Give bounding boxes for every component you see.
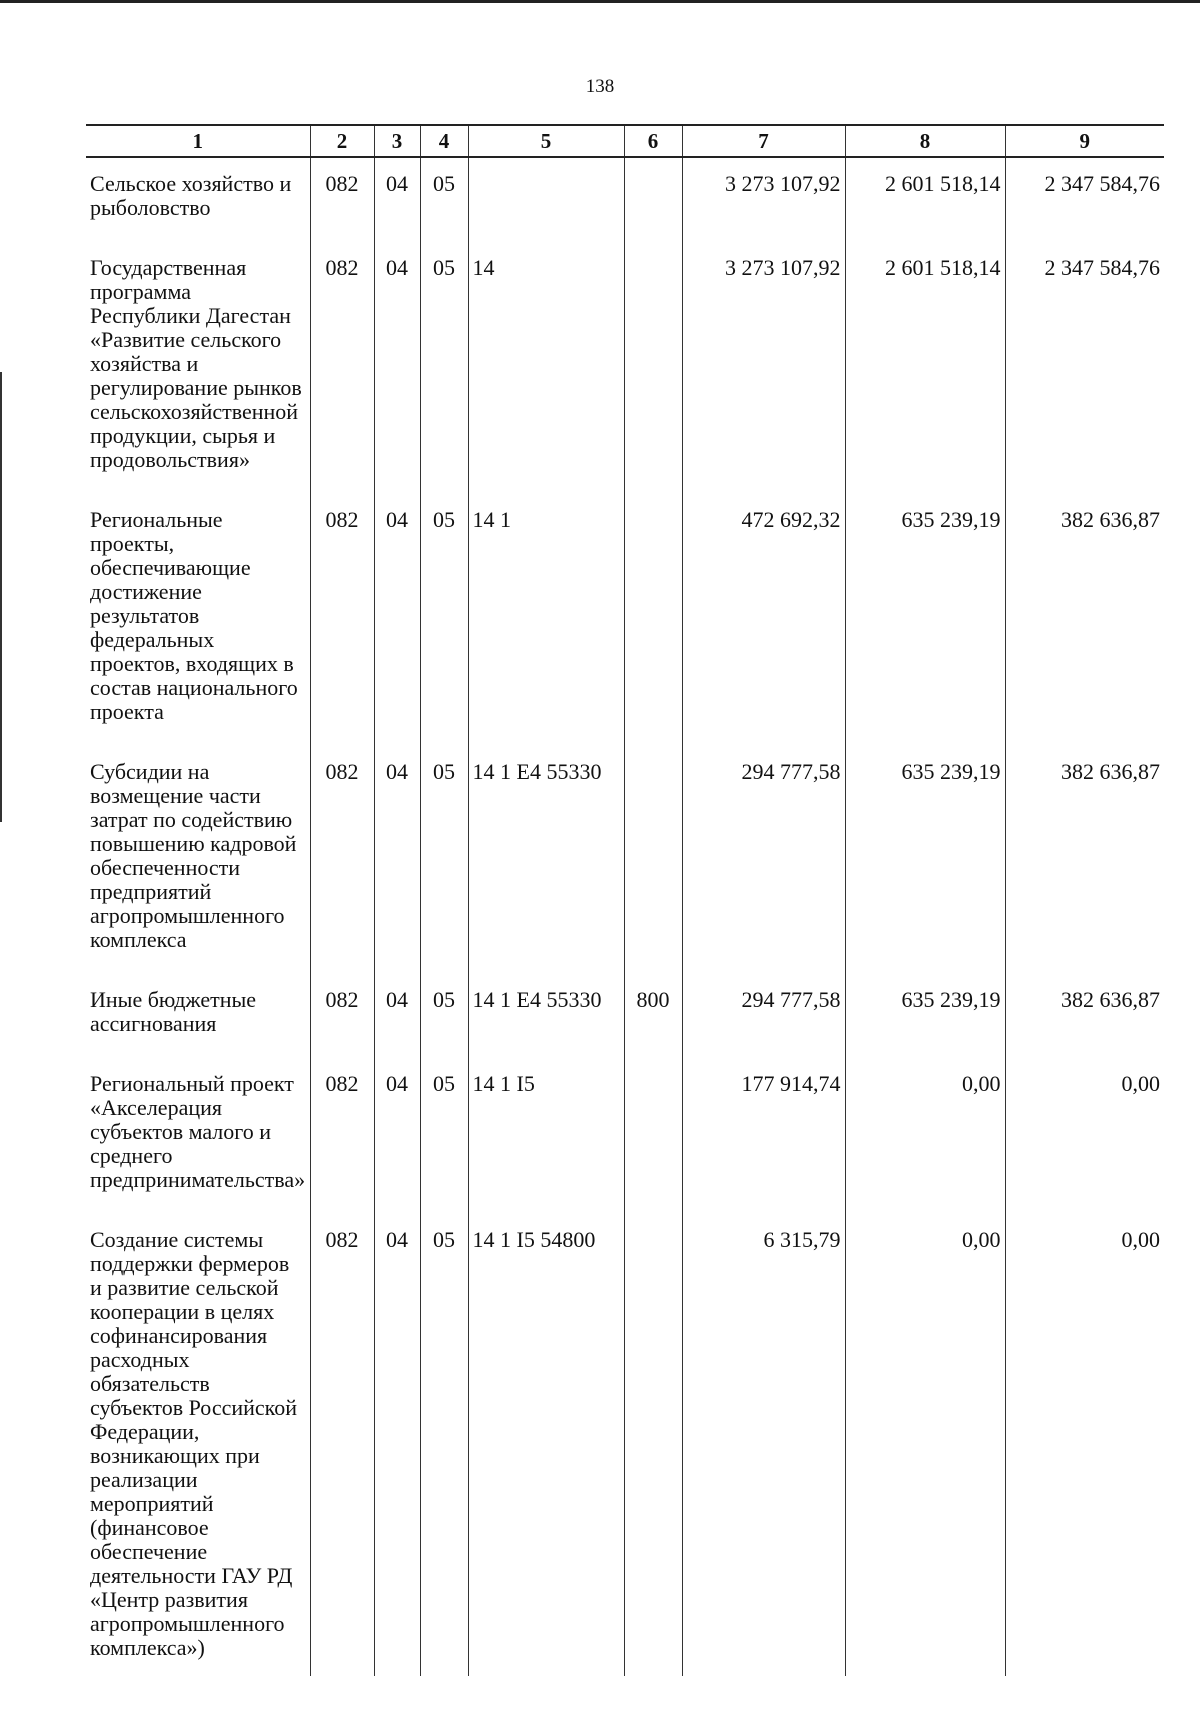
page-number: 138: [585, 76, 615, 97]
row-name: Сельское хозяйство и рыболовство: [90, 171, 292, 220]
row-code-expense-type: [624, 1212, 682, 1676]
row-code-ministry: 082: [310, 1212, 374, 1676]
page-top-edge: [0, 0, 1200, 3]
row-amount-col7: 472 692,32: [682, 492, 845, 744]
row-name: Государственная программа Республики Дагестан «Развитие сельского хозяйства и регулирование рынков сельскохозяйственной продукции, сырья и продовольствия»: [90, 255, 302, 472]
row-code-ministry: 082: [310, 157, 374, 240]
table-row: [86, 1212, 1164, 1676]
row-code-ministry: 082: [310, 744, 374, 972]
row-amount-col9: 2 347 584,76: [1005, 240, 1164, 492]
row-code-target: 14 1: [468, 492, 624, 744]
row-code-target: 14: [468, 240, 624, 492]
row-code-target: 14 1 E4 55330: [468, 972, 624, 1056]
row-code-section: 04: [374, 1212, 420, 1676]
row-code-subsection: 05: [420, 1212, 468, 1676]
scan-margin-line: [0, 372, 2, 822]
row-code-section: 04: [374, 492, 420, 744]
row-name: Субсидии на возмещение части затрат по содействию повышению кадровой обеспеченности предприятий агропромышленного комплекса: [90, 759, 297, 952]
table-row: [86, 744, 1164, 972]
table-row: [86, 972, 1164, 1056]
column-header-7: 7: [682, 125, 845, 157]
row-amount-col9: 382 636,87: [1005, 744, 1164, 972]
row-amount-col8: 635 239,19: [845, 492, 1005, 744]
row-amount-col8: 0,00: [845, 1056, 1005, 1212]
row-code-ministry: 082: [310, 972, 374, 1056]
row-code-target: 14 1 I5: [468, 1056, 624, 1212]
column-header-6: 6: [624, 125, 682, 157]
table-row: [86, 240, 1164, 492]
row-amount-col7: 3 273 107,92: [682, 240, 845, 492]
row-amount-col7: 294 777,58: [682, 972, 845, 1056]
row-name: Создание системы поддержки фермеров и развитие сельской кооперации в целях софинансирования расходных обязательств субъектов Российской Федерации, возникающих при реализации мероприятий (финансовое обеспечение деятельности ГАУ РД «Центр развития агропромышленного комплекса»): [90, 1227, 298, 1660]
row-code-section: 04: [374, 972, 420, 1056]
row-code-subsection: 05: [420, 1056, 468, 1212]
table-header-row: [86, 125, 1164, 157]
column-header-8: 8: [845, 125, 1005, 157]
column-header-9: 9: [1005, 125, 1164, 157]
row-code-expense-type: [624, 157, 682, 240]
row-amount-col7: 294 777,58: [682, 744, 845, 972]
row-code-section: 04: [374, 744, 420, 972]
row-code-ministry: 082: [310, 1056, 374, 1212]
row-code-expense-type: [624, 1056, 682, 1212]
row-code-ministry: 082: [310, 240, 374, 492]
row-amount-col8: 635 239,19: [845, 972, 1005, 1056]
column-header-2: 2: [310, 125, 374, 157]
table-row: [86, 1056, 1164, 1212]
row-code-section: 04: [374, 240, 420, 492]
row-amount-col7: 3 273 107,92: [682, 157, 845, 240]
row-code-expense-type: [624, 492, 682, 744]
row-amount-col8: 635 239,19: [845, 744, 1005, 972]
row-code-target: [468, 157, 624, 240]
row-code-section: 04: [374, 1056, 420, 1212]
column-header-5: 5: [468, 125, 624, 157]
row-code-subsection: 05: [420, 240, 468, 492]
budget-table: [86, 124, 1164, 1676]
row-amount-col9: 2 347 584,76: [1005, 157, 1164, 240]
row-amount-col7: 177 914,74: [682, 1056, 845, 1212]
row-code-target: 14 1 I5 54800: [468, 1212, 624, 1676]
row-amount-col8: 0,00: [845, 1212, 1005, 1676]
row-code-subsection: 05: [420, 157, 468, 240]
table-row: [86, 492, 1164, 744]
row-amount-col9: 382 636,87: [1005, 492, 1164, 744]
row-amount-col7: 6 315,79: [682, 1212, 845, 1676]
row-code-expense-type: 800: [624, 972, 682, 1056]
table-row: [86, 157, 1164, 240]
row-name: Региональные проекты, обеспечивающие достижение результатов федеральных проектов, входящих в состав национального проекта: [90, 507, 298, 724]
row-code-subsection: 05: [420, 744, 468, 972]
row-amount-col8: 2 601 518,14: [845, 157, 1005, 240]
row-amount-col9: 382 636,87: [1005, 972, 1164, 1056]
row-name: Региональный проект «Акселерация субъектов малого и среднего предпринимательства»: [90, 1071, 306, 1192]
row-amount-col9: 0,00: [1005, 1056, 1164, 1212]
row-amount-col9: 0,00: [1005, 1212, 1164, 1676]
row-code-subsection: 05: [420, 972, 468, 1056]
row-code-subsection: 05: [420, 492, 468, 744]
column-header-3: 3: [374, 125, 420, 157]
column-header-4: 4: [420, 125, 468, 157]
column-header-1: 1: [86, 125, 310, 157]
row-code-expense-type: [624, 240, 682, 492]
row-name: Иные бюджетные ассигнования: [90, 987, 257, 1036]
row-code-section: 04: [374, 157, 420, 240]
row-code-expense-type: [624, 744, 682, 972]
row-code-target: 14 1 E4 55330: [468, 744, 624, 972]
row-amount-col8: 2 601 518,14: [845, 240, 1005, 492]
row-code-ministry: 082: [310, 492, 374, 744]
